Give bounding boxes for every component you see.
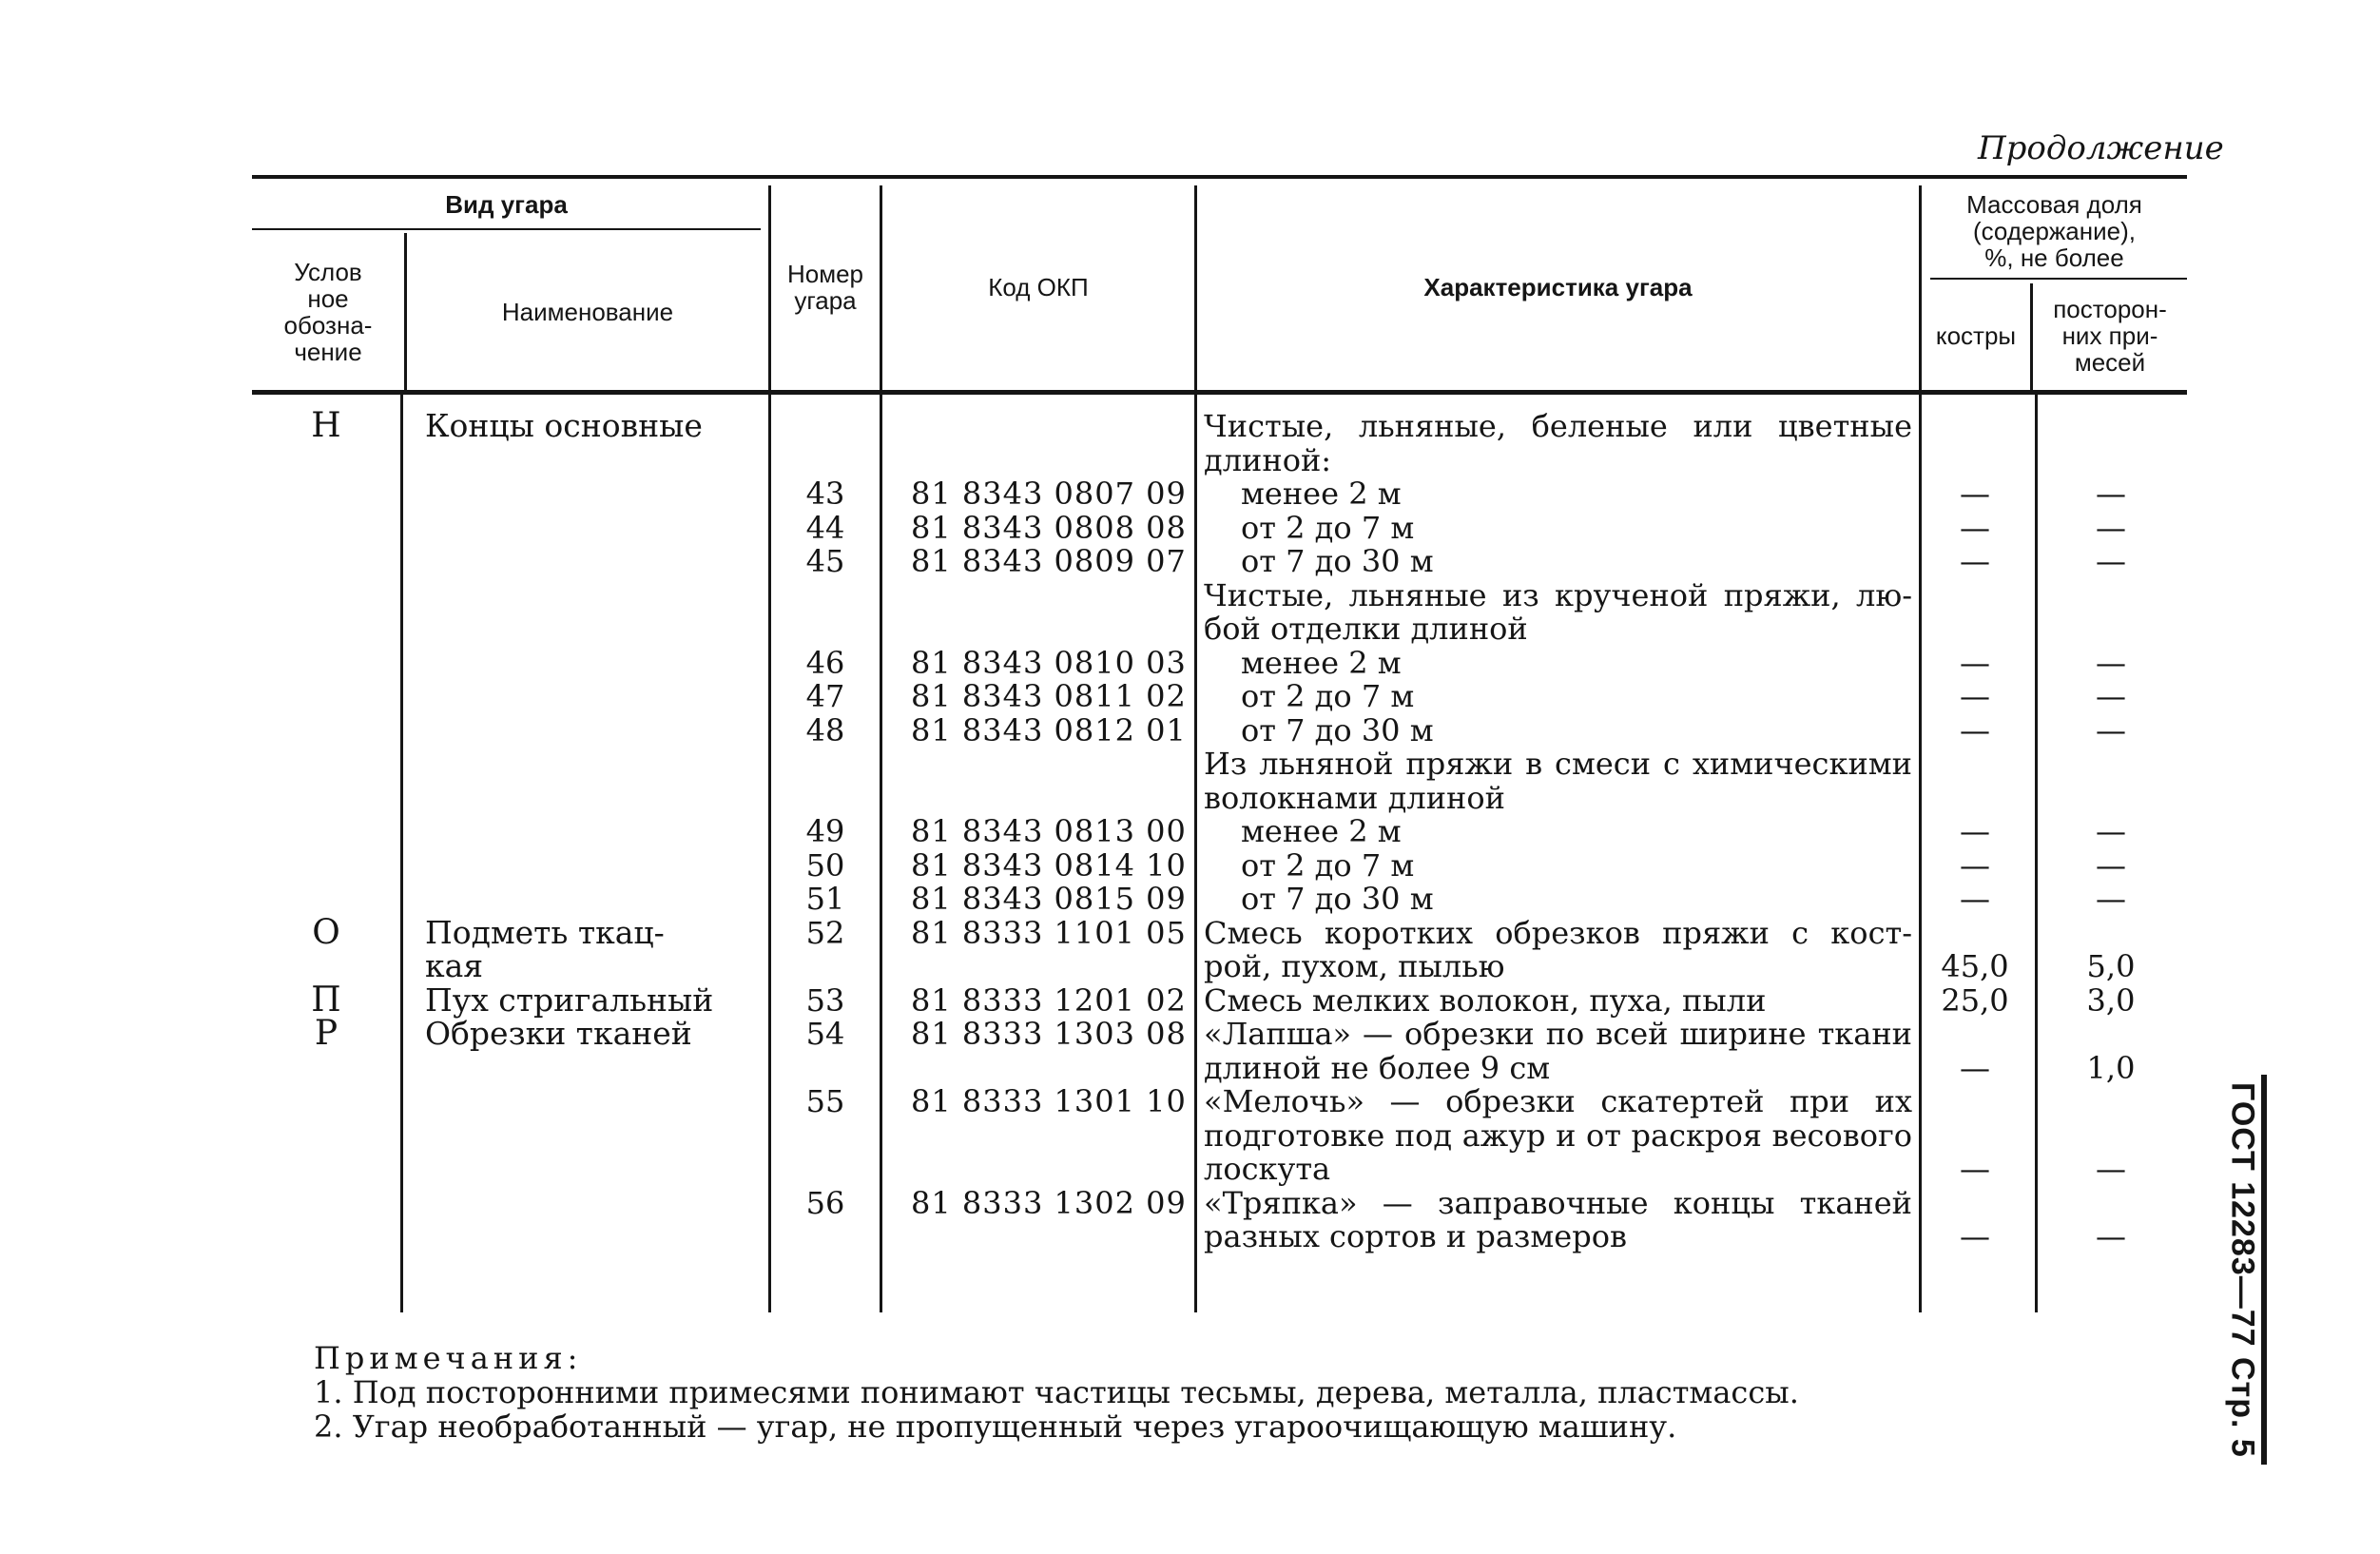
row-description: от 2 до 7 м (1241, 510, 1415, 546)
header-uslov: Услов ное обозна- чение (283, 258, 373, 366)
row-description: лоскута (1204, 1151, 1331, 1187)
row-description: длиной не более 9 см (1204, 1050, 1551, 1086)
row-postoron: — (2096, 645, 2126, 681)
row-number: 47 (805, 678, 845, 714)
row-description: подготовке под ажур и от раскроя весового (1204, 1117, 1912, 1154)
row-description: от 2 до 7 м (1241, 847, 1415, 884)
row-okp-code: 81 8333 1301 10 (911, 1083, 1187, 1119)
row-okp-code: 81 8343 0811 02 (911, 678, 1187, 714)
row-kostry: — (1960, 510, 1990, 546)
col-line-6-body (2035, 395, 2038, 1312)
notes-title: Примечания: (314, 1340, 583, 1376)
row-postoron: — (2096, 847, 2126, 884)
row-okp-code: 81 8343 0808 08 (911, 510, 1187, 546)
row-description: «Тряпка» — заправочные концы тканей (1204, 1185, 1912, 1221)
row-kostry: — (1960, 1151, 1990, 1187)
row-postoron: — (2096, 813, 2126, 849)
row-description: Чистые, льняные, беленые или цветные (1204, 408, 1912, 444)
row-description: от 2 до 7 м (1241, 678, 1415, 714)
vid-ugara-underline (252, 228, 761, 230)
row-number: 49 (805, 813, 845, 849)
row-okp-code: 81 8333 1201 02 (911, 982, 1187, 1019)
row-postoron: — (2096, 476, 2126, 512)
row-description: Смесь коротких обрезков пряжи с кост- (1204, 915, 1912, 951)
continuation-label: Продолжение (1978, 129, 2224, 167)
row-okp-code: 81 8333 1101 05 (911, 915, 1187, 951)
row-description: менее 2 м (1241, 645, 1402, 681)
row-description: Из льняной пряжи в смеси с химическими (1204, 746, 1912, 782)
row-postoron: — (2096, 1151, 2126, 1187)
row-postoron: 3,0 (2086, 982, 2136, 1019)
header-naimenovanie: Наименование (501, 298, 674, 326)
row-number: 46 (805, 645, 845, 681)
side-bar (2261, 1075, 2267, 1465)
row-mark: Н (311, 406, 341, 445)
row-number: 48 (805, 712, 845, 748)
row-number: 52 (805, 915, 845, 951)
row-okp-code: 81 8343 0809 07 (911, 543, 1187, 579)
row-name: кая (425, 947, 484, 984)
row-description: менее 2 м (1241, 476, 1402, 512)
row-kostry: — (1960, 645, 1990, 681)
notes (314, 1341, 1799, 1444)
row-description: от 7 до 30 м (1241, 881, 1434, 917)
row-okp-code: 81 8343 0815 09 (911, 881, 1187, 917)
row-kostry: — (1960, 712, 1990, 748)
row-postoron: — (2096, 881, 2126, 917)
header-nomer: Номер угара (786, 259, 864, 315)
note-item: 2. Угар необработанный — угар, не пропущенный через угароочищающую машину. (314, 1408, 1677, 1445)
table-header-bottom-rule (252, 390, 2187, 395)
row-description: «Лапша» — обрезки по всей ширине ткани (1204, 1016, 1912, 1052)
row-postoron: — (2096, 543, 2126, 579)
row-number: 44 (805, 510, 845, 546)
row-kostry: — (1960, 1218, 1990, 1254)
row-number: 51 (805, 881, 845, 917)
massovaya-underline (1930, 278, 2187, 280)
row-number: 54 (805, 1016, 845, 1052)
row-kostry: 45,0 (1941, 948, 2009, 984)
header-kod: Код ОКП (988, 272, 1089, 301)
row-kostry: — (1960, 847, 1990, 884)
row-postoron: — (2096, 1218, 2126, 1254)
row-number: 53 (805, 982, 845, 1019)
row-number: 43 (805, 476, 845, 512)
row-number: 50 (805, 847, 845, 884)
row-description: «Мелочь» — обрезки скатертей при их (1204, 1083, 1912, 1119)
row-okp-code: 81 8343 0814 10 (911, 847, 1187, 884)
row-kostry: — (1960, 881, 1990, 917)
row-name: Концы основные (425, 407, 703, 444)
row-postoron: 5,0 (2086, 948, 2136, 984)
row-description: Смесь мелких волокон, пуха, пыли (1204, 982, 1767, 1019)
row-description: длиной: (1204, 442, 1332, 478)
row-kostry: — (1960, 813, 1990, 849)
row-postoron: — (2096, 510, 2126, 546)
row-description: бой отделки длиной (1204, 611, 1528, 647)
row-kostry: — (1960, 476, 1990, 512)
col-line-1-body (400, 395, 403, 1312)
row-description: Чистые, льняные из крученой пряжи, лю- (1204, 577, 1912, 613)
row-postoron: — (2096, 712, 2126, 748)
row-mark: О (312, 913, 340, 952)
row-mark: Р (314, 1014, 339, 1053)
row-number: 56 (805, 1185, 845, 1221)
row-description: волокнами длиной (1204, 780, 1505, 816)
header-massovaya: Массовая доля (содержание), %, не более (1966, 189, 2142, 272)
row-description: от 7 до 30 м (1241, 712, 1434, 748)
row-description: разных сортов и размеров (1204, 1218, 1627, 1254)
row-name: Обрезки тканей (425, 1015, 692, 1052)
row-name: Подметь ткац- (425, 914, 665, 951)
row-description: менее 2 м (1241, 813, 1402, 849)
row-okp-code: 81 8343 0813 00 (911, 813, 1187, 849)
row-kostry: — (1960, 1050, 1990, 1086)
side-label: ГОСТ 12283—77 Стр. 5 (2224, 1081, 2261, 1458)
row-mark: П (311, 981, 341, 1020)
row-kostry: 25,0 (1941, 982, 2009, 1019)
header-harakteristika: Характеристика угара (1423, 272, 1693, 301)
row-okp-code: 81 8333 1302 09 (911, 1185, 1187, 1221)
note-item: 1. Под посторонними примесями понимают частицы тесьмы, дерева, металла, пластмассы. (314, 1374, 1799, 1410)
header-vid-ugara: Вид угара (445, 190, 568, 219)
header-postoron: посторон- них при- месей (2053, 295, 2167, 377)
row-description: рой, пухом, пылью (1204, 948, 1505, 984)
row-okp-code: 81 8343 0807 09 (911, 476, 1187, 512)
row-description: от 7 до 30 м (1241, 543, 1434, 579)
row-postoron: 1,0 (2086, 1050, 2136, 1086)
row-kostry: — (1960, 543, 1990, 579)
row-postoron: — (2096, 678, 2126, 714)
side-margin (2216, 1075, 2273, 1465)
row-kostry: — (1960, 678, 1990, 714)
row-okp-code: 81 8343 0810 03 (911, 645, 1187, 681)
header-kostry: костры (1935, 321, 2017, 350)
table-top-rule (252, 175, 2187, 179)
row-okp-code: 81 8333 1303 08 (911, 1016, 1187, 1052)
row-okp-code: 81 8343 0812 01 (911, 712, 1187, 748)
row-number: 45 (805, 543, 845, 579)
row-number: 55 (805, 1083, 845, 1119)
row-name: Пух стригальный (425, 981, 714, 1019)
